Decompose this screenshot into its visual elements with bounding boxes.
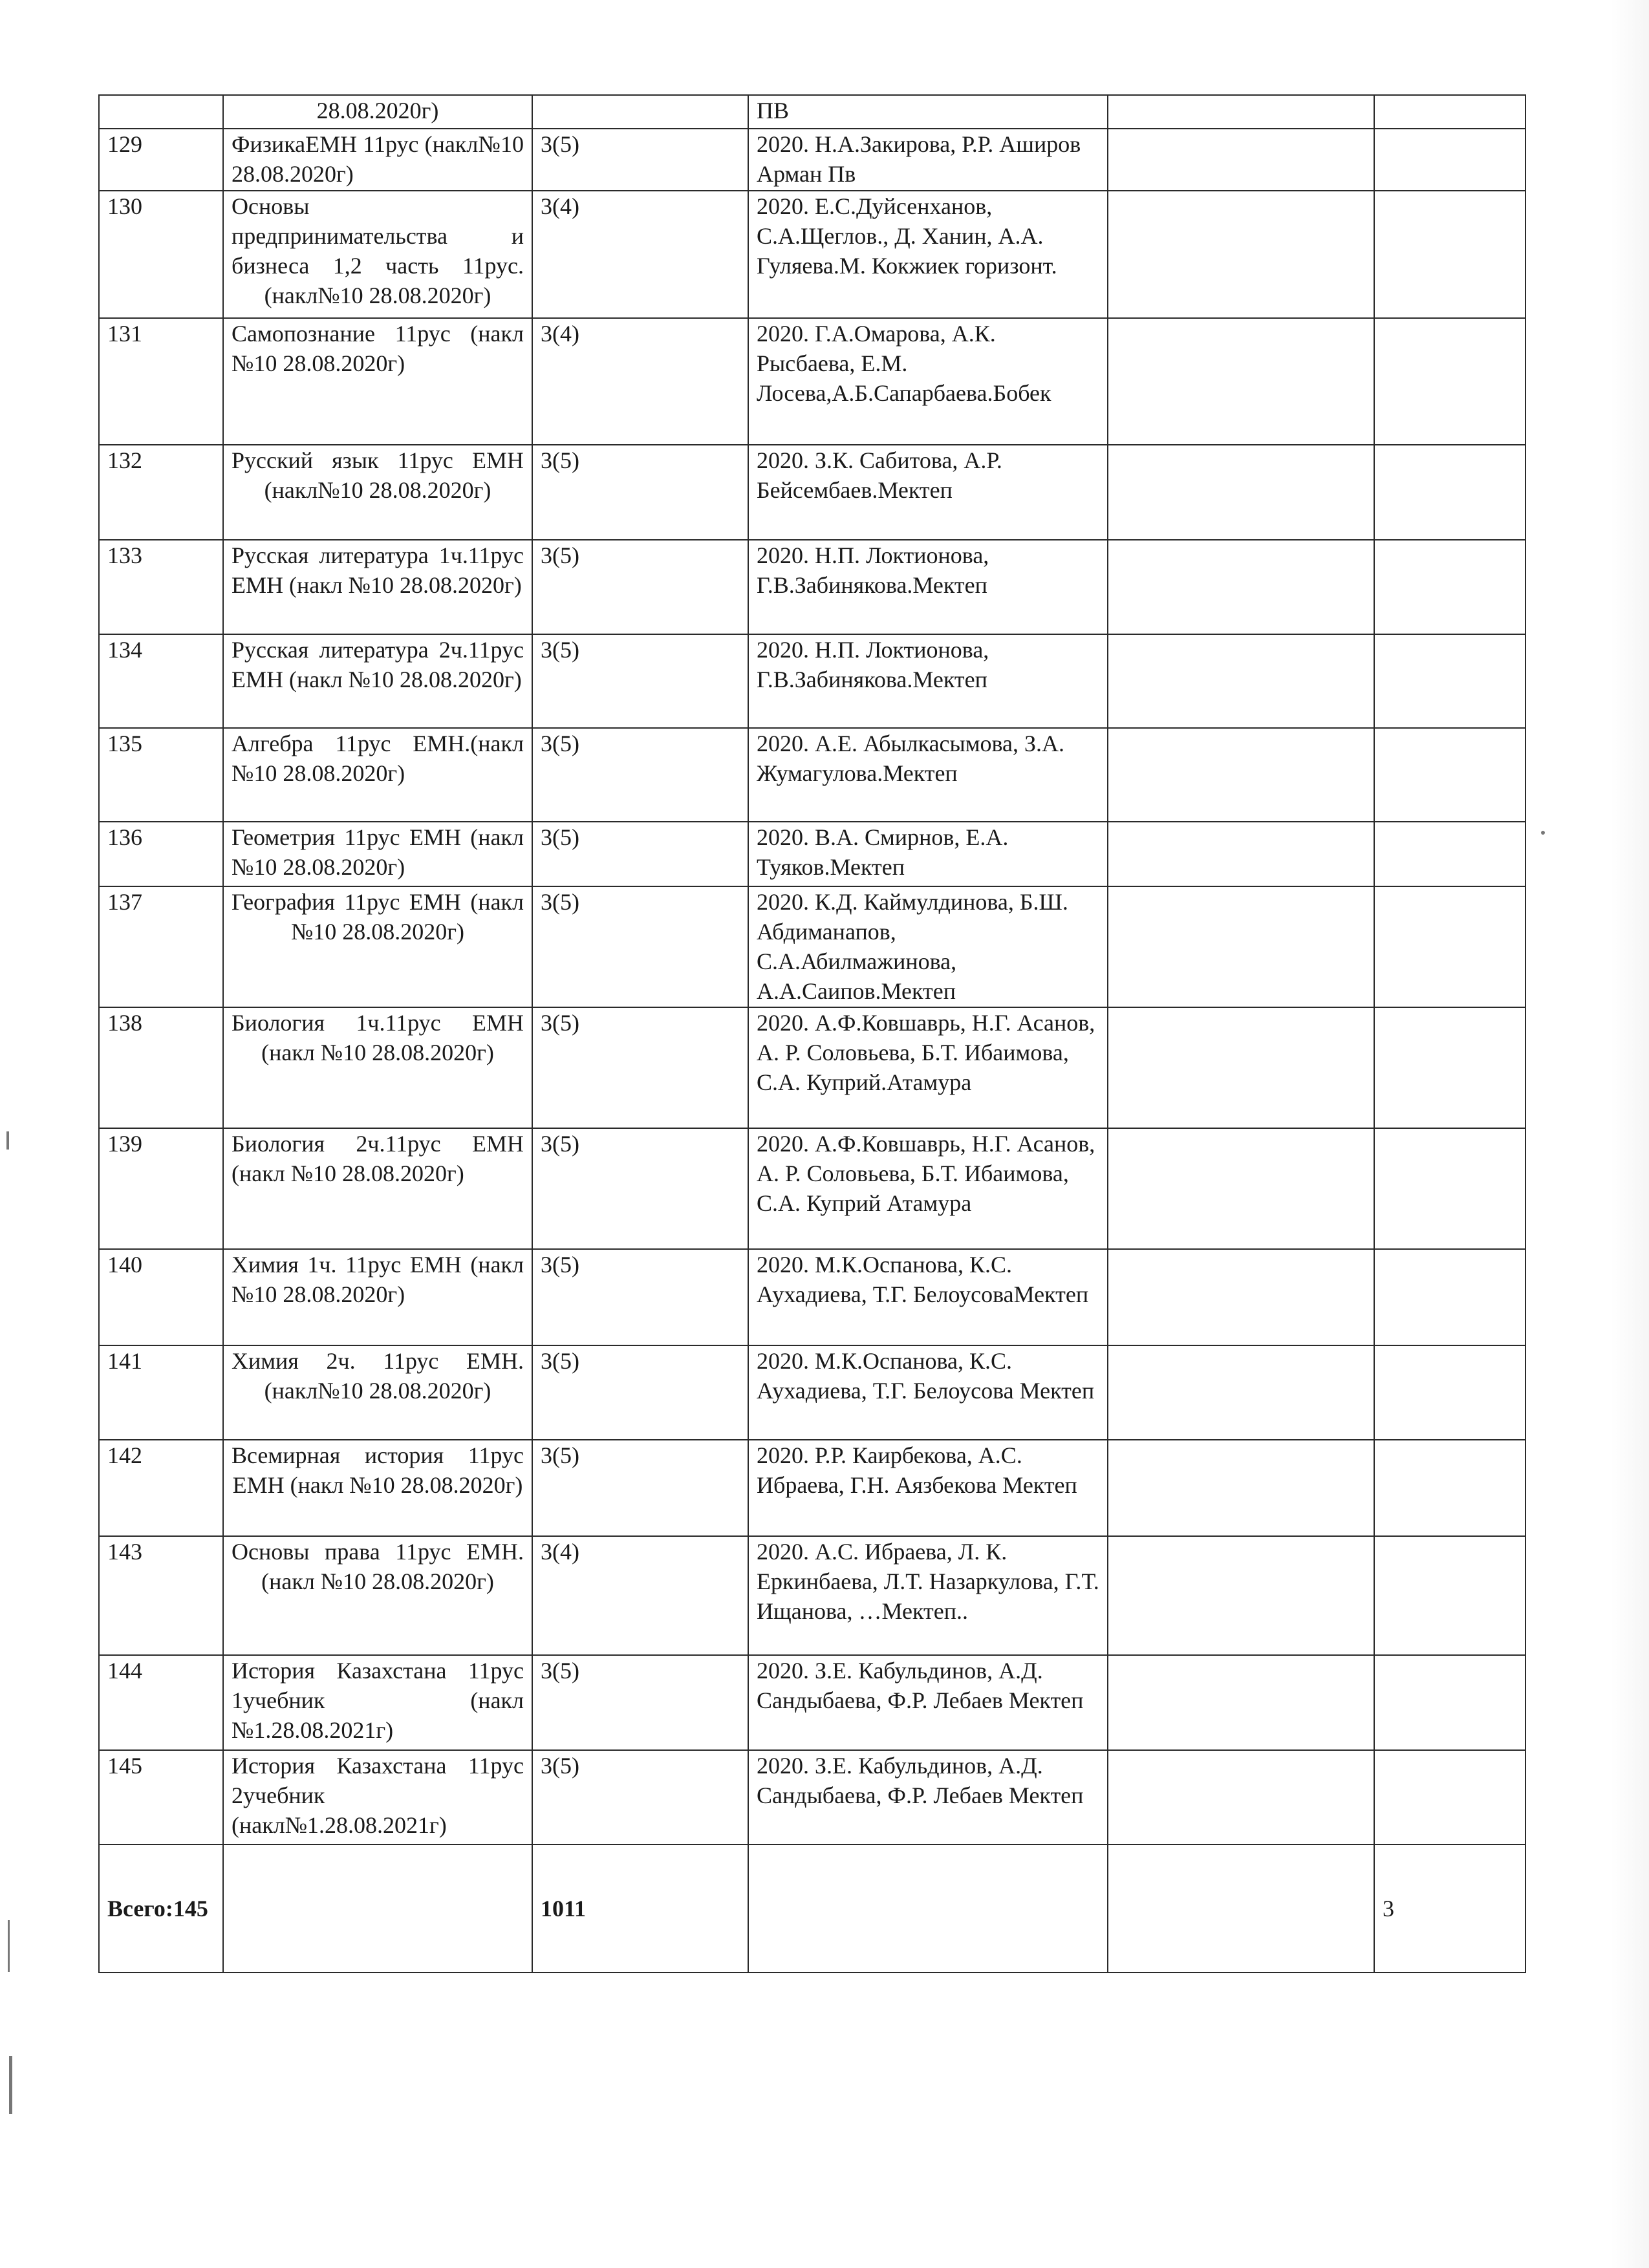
empty-cell — [1374, 1128, 1525, 1249]
empty-cell — [1108, 318, 1374, 445]
title-cell: География 11рус ЕМН (накл №10 28.08.2020г) — [223, 886, 532, 1007]
num-cell: 143 — [99, 1536, 223, 1655]
title-cell: Русская литература 2ч.11рус ЕМН (накл №10 28.08.2020г) — [223, 634, 532, 728]
num-cell: 135 — [99, 728, 223, 822]
table-row — [99, 728, 1525, 822]
empty-cell — [1374, 728, 1525, 822]
qty-cell: 3(4) — [532, 1536, 748, 1655]
qty-cell: 3(5) — [532, 540, 748, 634]
empty-cell — [748, 1845, 1108, 1973]
author-cell: 2020. М.К.Оспанова, К.С. Аухадиева, Т.Г. Белоусова Мектеп — [748, 1345, 1108, 1440]
empty-cell — [1374, 1249, 1525, 1345]
title-cell: Самопознание 11рус (накл №10 28.08.2020г) — [223, 318, 532, 445]
table-row — [99, 1440, 1525, 1536]
author-cell: 2020. А.Е. Абылкасымова, З.А. Жумагулова.Мектеп — [748, 728, 1108, 822]
author-cell: ПВ — [748, 95, 1108, 129]
qty-cell: 3(4) — [532, 191, 748, 318]
title-cell: Алгебра 11рус ЕМН.(накл №10 28.08.2020г) — [223, 728, 532, 822]
num-cell: 133 — [99, 540, 223, 634]
empty-cell — [1374, 191, 1525, 318]
qty-cell: 3(5) — [532, 822, 748, 886]
num-cell: 134 — [99, 634, 223, 728]
table-row — [99, 1750, 1525, 1845]
total-label-cell: Всего:145 — [99, 1845, 223, 1973]
qty-cell: 3(5) — [532, 1128, 748, 1249]
title-cell: История Казахстана 11рус 2учебник (накл№1.28.08.2021г) — [223, 1750, 532, 1845]
table-row — [99, 1249, 1525, 1345]
empty-cell — [1374, 445, 1525, 540]
author-cell: 2020. Р.Р. Каирбекова, А.С. Ибраева, Г.Н. Аязбекова Мектеп — [748, 1440, 1108, 1536]
table-row — [99, 1345, 1525, 1440]
empty-cell — [1108, 1655, 1374, 1750]
num-cell: 139 — [99, 1128, 223, 1249]
scan-speck — [8, 1920, 10, 1972]
title-cell: Химия 2ч. 11рус ЕМН.(накл№10 28.08.2020г) — [223, 1345, 532, 1440]
num-cell: 136 — [99, 822, 223, 886]
author-cell: 2020. З.Е. Кабульдинов, А.Д. Сандыбаева, Ф.Р. Лебаев Мектеп — [748, 1750, 1108, 1845]
author-cell: 2020. З.Е. Кабульдинов, А.Д. Сандыбаева, Ф.Р. Лебаев Мектеп — [748, 1655, 1108, 1750]
author-cell: 2020. А.Ф.Ковшаврь, Н.Г. Асанов, А. Р. Соловьева, Б.Т. Ибаимова, С.А. Куприй Атамура — [748, 1128, 1108, 1249]
empty-cell — [1108, 822, 1374, 886]
empty-cell — [1374, 1655, 1525, 1750]
scan-speck — [6, 1131, 9, 1150]
author-cell: 2020. А.С. Ибраева, Л. К. Еркинбаева, Л.Т. Назаркулова, Г.Т. Ищанова, …Мектеп.. — [748, 1536, 1108, 1655]
num-cell — [99, 95, 223, 129]
author-cell: 2020. М.К.Оспанова, К.С. Аухадиева, Т.Г. БелоусоваМектеп — [748, 1249, 1108, 1345]
author-cell: 2020. Н.П. Локтионова, Г.В.Забинякова.Мектеп — [748, 634, 1108, 728]
empty-cell — [1108, 1128, 1374, 1249]
qty-cell: 3(5) — [532, 1750, 748, 1845]
table-row — [99, 191, 1525, 318]
num-cell: 144 — [99, 1655, 223, 1750]
author-cell: 2020. Н.А.Закирова, Р.Р. Аширов Арман Пв — [748, 129, 1108, 191]
num-cell: 130 — [99, 191, 223, 318]
empty-cell — [1374, 1536, 1525, 1655]
title-cell: ФизикаЕМН 11рус (накл№10 28.08.2020г) — [223, 129, 532, 191]
empty-cell — [1108, 1345, 1374, 1440]
num-cell: 145 — [99, 1750, 223, 1845]
empty-cell — [1108, 728, 1374, 822]
qty-cell: 3(5) — [532, 1440, 748, 1536]
qty-cell: 3(4) — [532, 318, 748, 445]
table-row — [99, 318, 1525, 445]
qty-cell: 3(5) — [532, 886, 748, 1007]
empty-cell — [1374, 318, 1525, 445]
empty-cell — [1108, 1845, 1374, 1973]
table-row-continuation — [99, 95, 1525, 129]
empty-cell — [1108, 1007, 1374, 1128]
scan-speck — [1541, 831, 1545, 835]
title-cell: Основы предпринимательства и бизнеса 1,2 часть 11рус.(накл№10 28.08.2020г) — [223, 191, 532, 318]
empty-cell — [1374, 1345, 1525, 1440]
qty-cell: 3(5) — [532, 1249, 748, 1345]
empty-cell — [1108, 129, 1374, 191]
empty-cell — [1374, 634, 1525, 728]
num-cell: 129 — [99, 129, 223, 191]
qty-cell: 3(5) — [532, 129, 748, 191]
table-total-row — [99, 1845, 1525, 1973]
empty-cell — [1108, 1536, 1374, 1655]
author-cell: 2020. Н.П. Локтионова, Г.В.Забинякова.Мектеп — [748, 540, 1108, 634]
table-row — [99, 634, 1525, 728]
empty-cell — [1374, 822, 1525, 886]
qty-cell: 3(5) — [532, 1655, 748, 1750]
table-row — [99, 1655, 1525, 1750]
qty-cell — [532, 95, 748, 129]
num-cell: 142 — [99, 1440, 223, 1536]
table-row — [99, 1128, 1525, 1249]
qty-cell: 3(5) — [532, 445, 748, 540]
author-cell: 2020. Е.С.Дуйсенханов, С.А.Щеглов., Д. Ханин, А.А. Гуляева.М. Кокжиек горизонт. — [748, 191, 1108, 318]
title-cell: 28.08.2020г) — [223, 95, 532, 129]
qty-cell: 3(5) — [532, 1007, 748, 1128]
table-row — [99, 129, 1525, 191]
empty-cell — [1374, 1440, 1525, 1536]
num-cell: 141 — [99, 1345, 223, 1440]
empty-cell — [1108, 95, 1374, 129]
author-cell: 2020. К.Д. Каймулдинова, Б.Ш. Абдиманапов, С.А.Абилмажинова, А.А.Саипов.Мектеп — [748, 886, 1108, 1007]
table-row — [99, 1536, 1525, 1655]
scan-edge-shade — [1610, 0, 1649, 2268]
num-cell: 140 — [99, 1249, 223, 1345]
author-cell: 2020. З.К. Сабитова, А.Р. Бейсембаев.Мектеп — [748, 445, 1108, 540]
empty-cell — [223, 1845, 532, 1973]
table-row — [99, 445, 1525, 540]
title-cell: Русский язык 11рус ЕМН (накл№10 28.08.2020г) — [223, 445, 532, 540]
title-cell: Биология 1ч.11рус ЕМН (накл №10 28.08.2020г) — [223, 1007, 532, 1128]
empty-cell — [1108, 1750, 1374, 1845]
empty-cell — [1374, 1750, 1525, 1845]
empty-cell — [1108, 445, 1374, 540]
scan-speck — [9, 2056, 12, 2114]
empty-cell — [1374, 95, 1525, 129]
empty-cell — [1108, 1249, 1374, 1345]
table-row — [99, 886, 1525, 1007]
title-cell: Химия 1ч. 11рус ЕМН (накл №10 28.08.2020г) — [223, 1249, 532, 1345]
empty-cell — [1108, 191, 1374, 318]
empty-cell — [1108, 634, 1374, 728]
empty-cell — [1108, 886, 1374, 1007]
title-cell: Основы права 11рус ЕМН.(накл №10 28.08.2020г) — [223, 1536, 532, 1655]
title-cell: История Казахстана 11рус 1учебник (накл №1.28.08.2021г) — [223, 1655, 532, 1750]
author-cell: 2020. В.А. Смирнов, Е.А. Туяков.Мектеп — [748, 822, 1108, 886]
title-cell: Геометрия 11рус ЕМН (накл №10 28.08.2020г) — [223, 822, 532, 886]
qty-cell: 3(5) — [532, 634, 748, 728]
author-cell: 2020. Г.А.Омарова, А.К. Рысбаева, Е.М. Лосева,А.Б.Сапарбаева.Бобек — [748, 318, 1108, 445]
qty-cell: 3(5) — [532, 1345, 748, 1440]
author-cell: 2020. А.Ф.Ковшаврь, Н.Г. Асанов, А. Р. Соловьева, Б.Т. Ибаимова, С.А. Куприй.Атамура — [748, 1007, 1108, 1128]
empty-cell — [1374, 129, 1525, 191]
num-cell: 132 — [99, 445, 223, 540]
table-row — [99, 540, 1525, 634]
table-row — [99, 822, 1525, 886]
total-qty-cell: 1011 — [532, 1845, 748, 1973]
textbook-table — [98, 94, 1526, 1973]
title-cell: Русская литература 1ч.11рус ЕМН (накл №10 28.08.2020г) — [223, 540, 532, 634]
empty-cell — [1374, 540, 1525, 634]
total-count-cell: 3 — [1374, 1845, 1525, 1973]
num-cell: 138 — [99, 1007, 223, 1128]
title-cell: Биология 2ч.11рус ЕМН (накл №10 28.08.2020г) — [223, 1128, 532, 1249]
title-cell: Всемирная история 11рус ЕМН (накл №10 28.08.2020г) — [223, 1440, 532, 1536]
table-row — [99, 1007, 1525, 1128]
empty-cell — [1374, 886, 1525, 1007]
num-cell: 131 — [99, 318, 223, 445]
num-cell: 137 — [99, 886, 223, 1007]
qty-cell: 3(5) — [532, 728, 748, 822]
empty-cell — [1374, 1007, 1525, 1128]
empty-cell — [1108, 1440, 1374, 1536]
empty-cell — [1108, 540, 1374, 634]
